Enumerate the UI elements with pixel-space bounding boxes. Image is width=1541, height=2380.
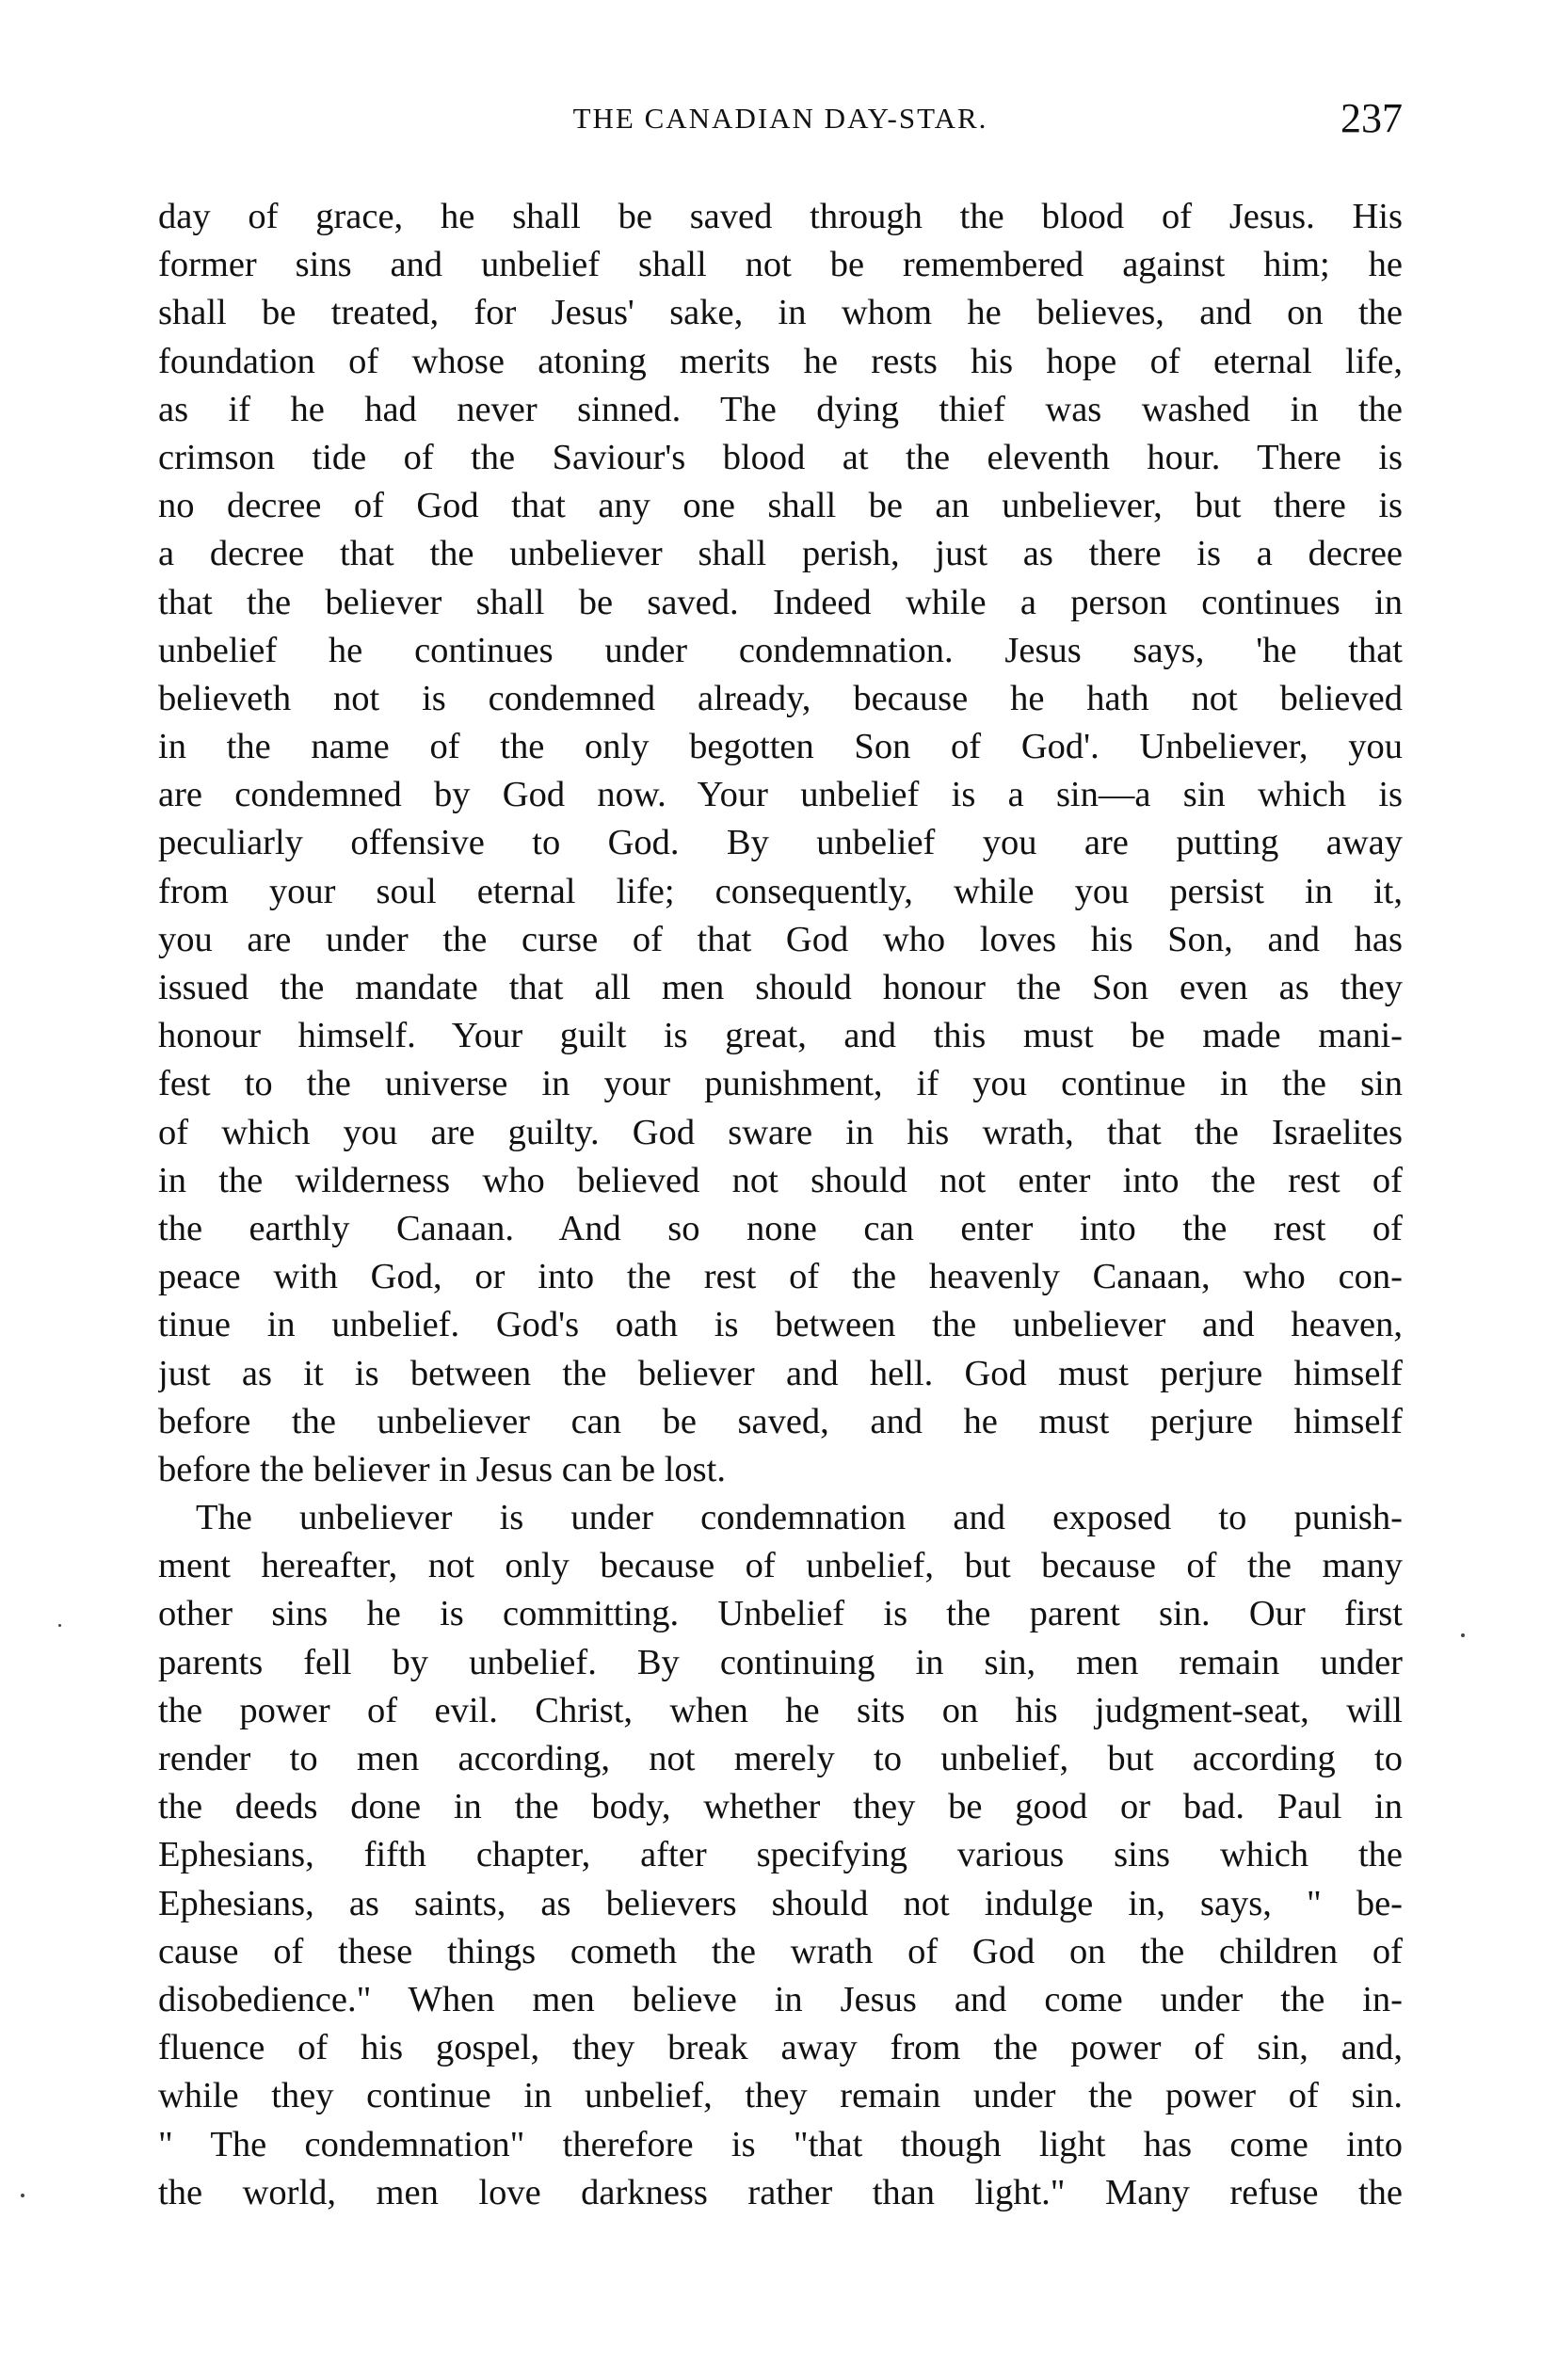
paragraph-2 xyxy=(158,1494,1403,2217)
text-line: the earthly Canaan. And so none can enter into the rest of xyxy=(158,1208,1403,1248)
body-text xyxy=(158,193,1403,2217)
text-line: fluence of his gospel, they break away from the power of sin, and, xyxy=(158,2028,1403,2068)
text-line: Ephesians, fifth chapter, after specifying various sins which the xyxy=(158,1835,1403,1875)
text-line: " The condemnation" therefore is "that though light has come into xyxy=(158,2124,1403,2164)
text-line: just as it is between the believer and hell. God must perjure himself xyxy=(158,1353,1403,1393)
text-line: in the name of the only begotten Son of God'. Unbeliever, you xyxy=(158,727,1403,767)
text-line: are condemned by God now. Your unbelief is a sin—a sin which is xyxy=(158,775,1403,815)
text-line: you are under the curse of that God who loves his Son, and has xyxy=(158,919,1403,959)
text-line: in the wilderness who believed not should not enter into the rest of xyxy=(158,1160,1403,1200)
text-line: tinue in unbelief. God's oath is between the unbeliever and heaven, xyxy=(158,1305,1403,1345)
text-line: that the believer shall be saved. Indeed while a person continues in xyxy=(158,582,1403,622)
running-title: THE CANADIAN DAY-STAR. xyxy=(572,102,988,135)
text-line: peace with God, or into the rest of the heavenly Canaan, who con- xyxy=(158,1257,1403,1297)
text-line: a decree that the unbeliever shall perish, just as there is a decree xyxy=(158,534,1403,574)
text-line: day of grace, he shall be saved through the blood of Jesus. His xyxy=(158,197,1403,236)
text-line: unbelief he continues under condemnation. Jesus says, 'he that xyxy=(158,630,1403,670)
text-line: the power of evil. Christ, when he sits on his judgment-seat, will xyxy=(158,1690,1403,1730)
text-line: as if he had never sinned. The dying thief was washed in the xyxy=(158,389,1403,429)
text-line: before the unbeliever can be saved, and he must perjure himself xyxy=(158,1401,1403,1441)
text-line: peculiarly offensive to God. By unbelief you are putting away xyxy=(158,823,1403,863)
text-line: the world, men love darkness rather than light." Many refuse the xyxy=(158,2172,1403,2212)
page-number: 237 xyxy=(1340,95,1403,141)
text-line: the deeds done in the body, whether they be good or bad. Paul in xyxy=(158,1787,1403,1827)
text-line: other sins he is committing. Unbelief is the parent sin. Our first xyxy=(158,1594,1403,1634)
scan-speck xyxy=(21,2194,24,2197)
text-line: honour himself. Your guilt is great, and this must be made mani- xyxy=(158,1016,1403,1056)
text-line: shall be treated, for Jesus' sake, in whom he believes, and on the xyxy=(158,293,1403,333)
text-line: of which you are guilty. God sware in his wrath, that the Israelites xyxy=(158,1112,1403,1152)
text-line: former sins and unbelief shall not be remembered against him; he xyxy=(158,245,1403,285)
text-line: cause of these things cometh the wrath of God on the children of xyxy=(158,1931,1403,1971)
text-line: Ephesians, as saints, as believers should not indulge in, says, " be- xyxy=(158,1883,1403,1923)
text-line: from your soul eternal life; consequently, while you persist in it, xyxy=(158,871,1403,911)
scan-speck xyxy=(1461,1633,1465,1637)
text-line: no decree of God that any one shall be an unbeliever, but there is xyxy=(158,486,1403,526)
text-line: foundation of whose atoning merits he rests his hope of eternal life, xyxy=(158,341,1403,381)
text-line: disobedience." When men believe in Jesus and come under the in- xyxy=(158,1979,1403,2019)
text-line: fest to the universe in your punishment, if you continue in the sin xyxy=(158,1064,1403,1104)
text-line: ment hereafter, not only because of unbelief, but because of the many xyxy=(158,1546,1403,1586)
paragraph-1 xyxy=(158,193,1403,1494)
text-line: The unbeliever is under condemnation and exposed to punish- xyxy=(196,1498,1403,1538)
text-line: believeth not is condemned already, because he hath not believed xyxy=(158,678,1403,718)
text-line: while they continue in unbelief, they remain under the power of sin. xyxy=(158,2076,1403,2116)
text-line: render to men according, not merely to unbelief, but according to xyxy=(158,1739,1403,1778)
text-line: before the believer in Jesus can be lost. xyxy=(158,1449,726,1489)
text-line: issued the mandate that all men should honour the Son even as they xyxy=(158,968,1403,1007)
page-header xyxy=(158,94,1403,151)
text-line: crimson tide of the Saviour's blood at the eleventh hour. There is xyxy=(158,437,1403,477)
scan-speck xyxy=(58,1624,61,1627)
text-line: parents fell by unbelief. By continuing in sin, men remain under xyxy=(158,1642,1403,1682)
